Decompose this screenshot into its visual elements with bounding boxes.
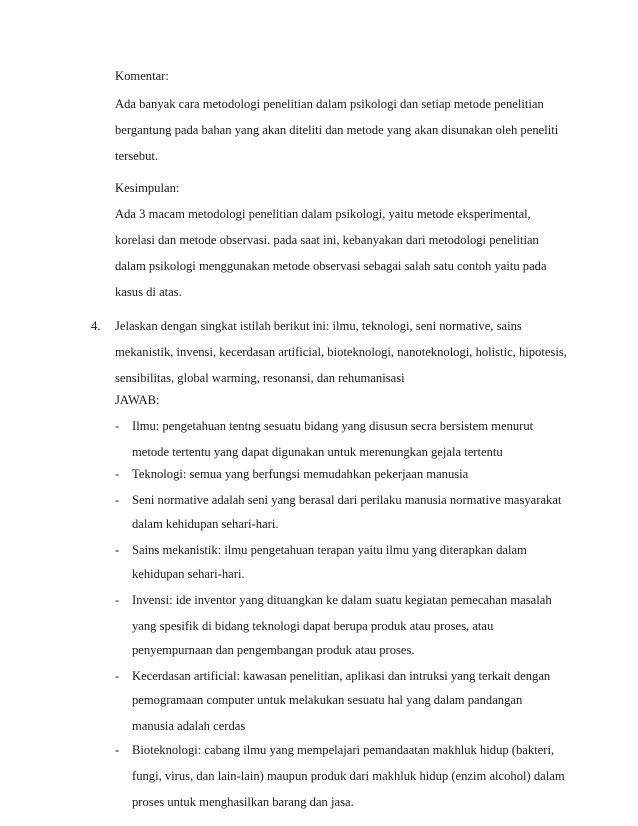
question-line: Jelaskan dengan singkat istilah berikut ini: ilmu, teknologi, seni normative, sains [115, 319, 522, 333]
komentar-heading: Komentar: [115, 69, 169, 83]
kesimpulan-heading: Kesimpulan: [115, 181, 180, 195]
answer-line: fungi, virus, dan lain-lain) maupun produk dari makhluk hidup (enzim alcohol) dalam [132, 769, 565, 783]
answer-line: yang spesifik di bidang teknologi dapat berupa produk atau proses, atau [132, 619, 494, 633]
komentar-line: Ada banyak cara metodologi penelitian dalam psikologi dan setiap metode penelitian [115, 97, 544, 111]
answer-line: pemogramaan computer untuk melakukan sesuatu hal yang dalam pandangan [132, 693, 523, 707]
kesimpulan-line: kasus di atas. [115, 285, 182, 299]
kesimpulan-line: dalam psikologi menggunakan metode observasi sebagai salah satu contoh yaitu pada [115, 259, 547, 273]
kesimpulan-line: korelasi dan metode observasi. pada saat ini, kebanyakan dari metodologi penelitian [115, 233, 539, 247]
bullet-dash: - [115, 543, 120, 557]
answer-line: Bioteknologi: cabang ilmu yang mempelajari pemandaatan makhluk hidup (bakteri, [132, 743, 555, 757]
answer-line: proses untuk menghasilkan barang dan jasa. [132, 795, 354, 809]
answer-line: dalam kehidupan sehari-hari. [132, 517, 279, 531]
question-number: 4. [91, 319, 101, 333]
answer-line: Ilmu: pengetahuan tentng sesuatu bidang yang disusun secra bersistem menurut [132, 419, 534, 433]
answer-line: kehidupan sehari-hari. [132, 567, 245, 581]
question-line: sensibilitas, global warming, resonansi, dan rehumanisasi [115, 371, 405, 385]
bullet-dash: - [115, 467, 120, 481]
answer-line: Seni normative adalah seni yang berasal dari perilaku manusia normative masyarakat [132, 493, 562, 507]
answer-line: Teknologi: semua yang berfungsi memudahkan pekerjaan manusia [132, 467, 469, 481]
bullet-dash: - [115, 493, 120, 507]
bullet-dash: - [115, 419, 120, 433]
answer-line: Invensi: ide inventor yang dituangkan ke dalam suatu kegiatan pemecahan masalah [132, 593, 552, 607]
bullet-dash: - [115, 743, 120, 757]
kesimpulan-line: Ada 3 macam metodologi penelitian dalam psikologi, yaitu metode eksperimental, [115, 207, 531, 221]
answer-line: Sains mekanistik: ilmu pengetahuan terapan yaitu ilmu yang diterapkan dalam [132, 543, 527, 557]
answer-label: JAWAB: [115, 393, 160, 407]
answer-line: penyempurnaan dan pengembangan produk atau proses. [132, 643, 415, 657]
komentar-line: bergantung pada bahan yang akan diteliti dan metode yang akan disunakan oleh peneliti [115, 123, 559, 137]
komentar-line: tersebut. [115, 149, 159, 163]
answer-line: metode tertentu yang dapat digunakan untuk merenungkan gejala tertentu [132, 445, 503, 459]
answer-line: manusia adalah cerdas [132, 719, 246, 733]
bullet-dash: - [115, 593, 120, 607]
answer-line: Kecerdasan artificial: kawasan penelitian, aplikasi dan intruksi yang terkait dengan [132, 669, 551, 683]
bullet-dash: - [115, 669, 120, 683]
question-line: mekanistik, invensi, kecerdasan artificial, bioteknologi, nanoteknologi, holistic, hipotesis, [115, 345, 567, 359]
